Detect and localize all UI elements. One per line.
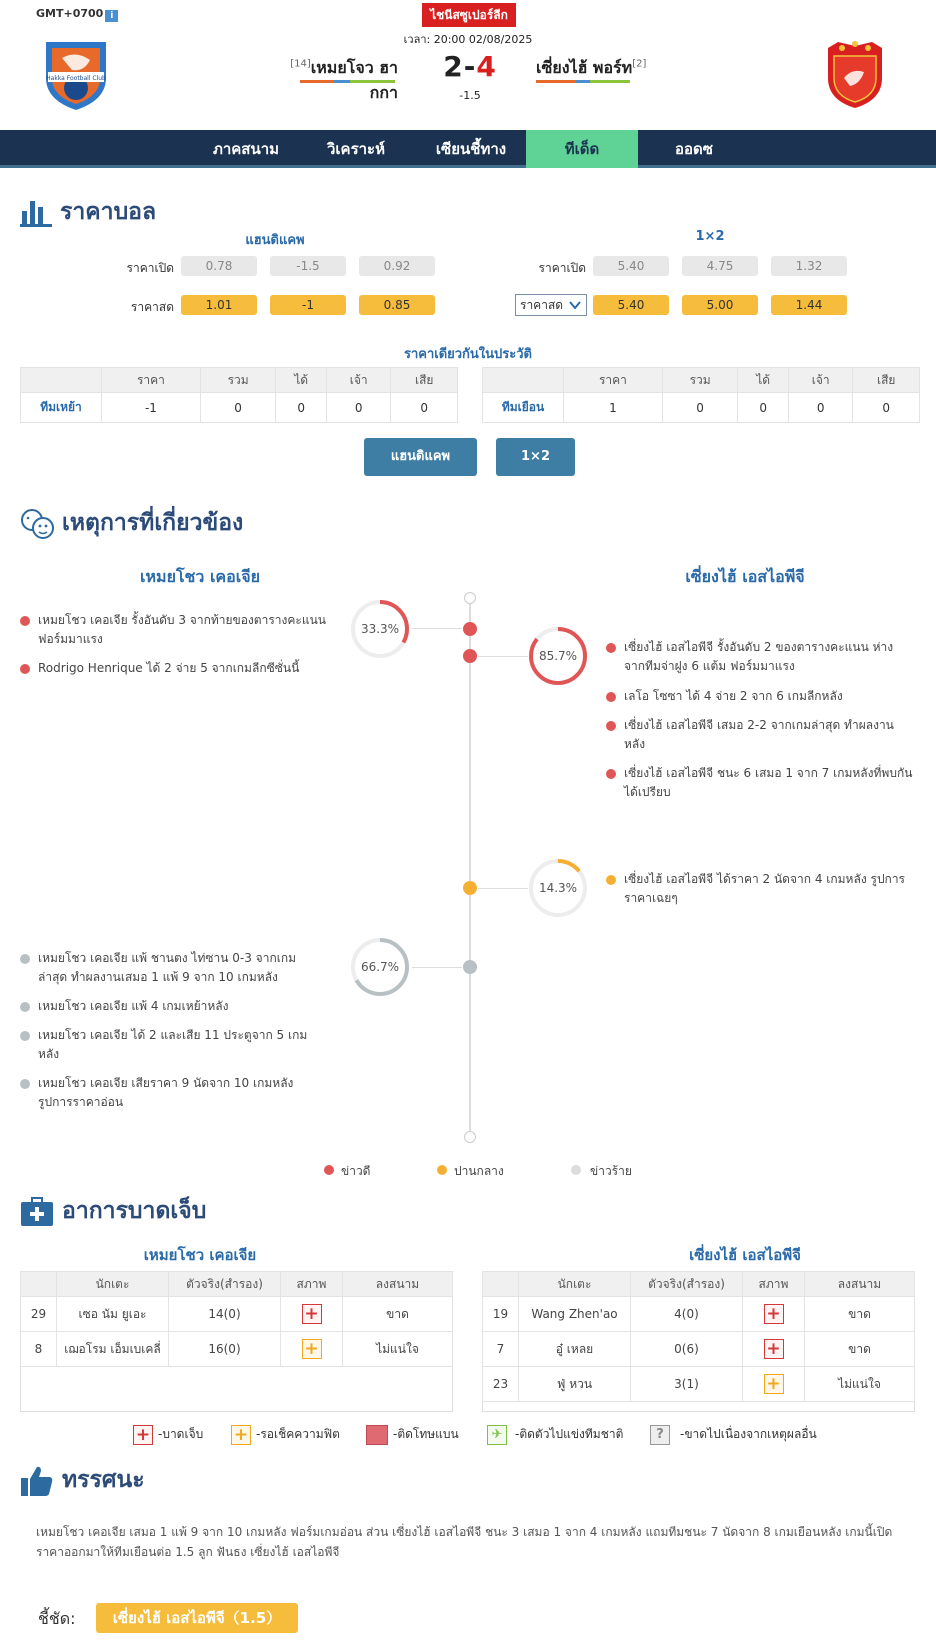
- legend-national-team: -ติดตัวไปแข่งทีมชาติ: [515, 1427, 624, 1441]
- tab-expert[interactable]: เซียนชี้ทาง: [435, 140, 507, 158]
- home-team-logo[interactable]: [40, 38, 112, 112]
- timeline-end: [464, 1131, 476, 1143]
- injury-home-team: เหมยโชว เคอเจีย: [143, 1246, 257, 1264]
- tab-tips[interactable]: ทีเด็ด: [526, 130, 638, 168]
- pct-ring-away-good: 85.7%: [528, 626, 588, 686]
- legend-neutral-dot: [437, 1165, 447, 1175]
- x12-open-home: 5.40: [593, 256, 669, 276]
- table-row: ทีมเหย้า -1 0 0 0 0: [21, 393, 458, 423]
- pick-label: ชี้ชัด:: [38, 1609, 76, 1628]
- table-row: 7 อู๋ เหลย 0(6) + ขาด: [483, 1332, 915, 1367]
- home-good-event-2: Rodrigo Henrique ได้ 2 จ่าย 5 จากเกมลีกซีซั่นนี้: [38, 661, 300, 675]
- injured-icon: +: [764, 1304, 784, 1324]
- home-bad-event-4: เหมยโชว เคอเจีย เสียราคา 9 นัดจาก 10 เกมหลัง รูปการราคาอ่อน: [38, 1076, 294, 1109]
- good-news-dot: [606, 721, 616, 731]
- hdp-open-home: 0.78: [181, 256, 257, 276]
- home-bar-3: [350, 80, 395, 83]
- legend-fitness-icon: +: [231, 1425, 251, 1445]
- question-icon: ?: [650, 1425, 670, 1445]
- info-icon[interactable]: i: [105, 10, 118, 22]
- table-row: 29 เซอ นัม ยูเอะ 14(0) + ขาด: [21, 1297, 453, 1332]
- legend-fitness: -รอเช็คความฟิต: [256, 1427, 340, 1441]
- connector: [478, 656, 528, 657]
- legend-bad: ข่าวร้าย: [590, 1164, 632, 1178]
- hdp-open-label: ราคาเปิด: [126, 261, 174, 275]
- events-section-title: เหตุการที่เกี่ยวข้อง: [20, 505, 243, 541]
- home-bad-event-1: เหมยโชว เคอเจีย แพ้ ชานตง ไท่ซาน 0-3 จากเกมล่าสุด ทำผลงานเสมอ 1 แพ้ 9 จาก 10 เกมหลัง: [38, 951, 296, 984]
- connector: [412, 967, 462, 968]
- home-good-event-1: เหมยโชว เคอเจีย รั้งอันดับ 3 จากท้ายของตารางคะแนน ฟอร์มมาแรง: [38, 613, 326, 646]
- away-bar-2: [576, 80, 590, 83]
- away-good-event-4: เซี่ยงไฮ้ เอสไอพีจี ชนะ 6 เสมอ 1 จาก 7 เกมหลังที่พบกัน ได้เปรียบ: [624, 766, 913, 799]
- x12-live-away: 1.44: [771, 295, 847, 315]
- pct-ring-home-good: 33.3%: [350, 599, 410, 659]
- bad-news-dot: [20, 1031, 30, 1041]
- timeline-dot-home-good: [463, 622, 477, 636]
- handicap-title: แฮนดิแคพ: [245, 233, 305, 248]
- timeline-dot-away-good: [463, 649, 477, 663]
- main-nav: [0, 130, 936, 168]
- odds-type-select[interactable]: ราคาสด: [515, 294, 587, 316]
- home-bad-event-2: เหมยโชว เคอเจีย แพ้ 4 เกมเหย้าหลัง: [38, 999, 229, 1013]
- away-good-event-1: เซี่ยงไฮ้ เอสไอพีจี รั้งอันดับ 2 ของตารางคะแนน ห่างจากทีมจ่าฝูง 6 แต้ม ฟอร์มมาแรง: [624, 640, 894, 673]
- timeline-dot-home-bad: [463, 960, 477, 974]
- away-good-event-2: เลโอ โซซา ได้ 4 จ่าย 2 จาก 6 เกมลีกหลัง: [624, 689, 843, 703]
- timeline-start: [464, 592, 476, 604]
- away-bar-3: [590, 80, 630, 83]
- hdp-open-away: 0.92: [359, 256, 435, 276]
- hdp-live-home: 1.01: [181, 295, 257, 315]
- away-injury-table: นักเตะ ตัวจริง(สำรอง) สภาพ ลงสนาม 19 Wang Zhen'ao 4(0) + ขาด 7 อู๋ เหลย 0(6) + ขาด 23 ฟู่ หวน 3(1) + ไม่แน่ใจ: [482, 1271, 915, 1402]
- pct-ring-home-bad: 66.7%: [350, 937, 410, 997]
- airplane-icon: ✈: [487, 1425, 507, 1445]
- good-news-dot: [606, 692, 616, 702]
- match-time: เวลา: 20:00 02/08/2025: [403, 33, 533, 46]
- legend-bad-dot: [571, 1165, 581, 1175]
- table-row: 8 เฌอโรม เอ็มเบเคลี่ 16(0) + ไม่แน่ใจ: [21, 1332, 453, 1367]
- legend-injured: -บาดเจ็บ: [158, 1427, 204, 1441]
- home-team-name[interactable]: [14]เหมยโจว ฮากกา: [290, 58, 398, 102]
- home-injury-table: นักเตะ ตัวจริง(สำรอง) สภาพ ลงสนาม 29 เซอ นัม ยูเอะ 14(0) + ขาด 8 เฌอโรม เอ็มเบเคลี่ 16(0) + ไม่แน่ใจ: [20, 1271, 453, 1367]
- bad-news-dot: [20, 1002, 30, 1012]
- league-badge[interactable]: ไชนีสซูเปอร์ลีก: [422, 3, 516, 27]
- score: 2-4: [443, 50, 497, 83]
- tab-field[interactable]: ภาคสนาม: [212, 140, 280, 158]
- timezone[interactable]: GMT+0700 i: [36, 7, 118, 22]
- home-bar-2: [334, 80, 350, 83]
- events-away-team: เซี่ยงไฮ้ เอสไอพีจี: [685, 567, 805, 586]
- away-history-table: ราคา รวม ได้ เจ้า เสีย ทีมเยือน 1 0 0 0 0: [482, 367, 920, 423]
- pick-badge: เซี่ยงไฮ้ เอสไอพีจี（1.5）: [96, 1603, 298, 1633]
- timeline-dot-away-neutral: [463, 881, 477, 895]
- connector: [412, 628, 462, 629]
- x12-open-draw: 4.75: [682, 256, 758, 276]
- fitness-check-icon: +: [302, 1339, 322, 1359]
- medical-kit-icon: [20, 1197, 54, 1227]
- neutral-news-dot: [606, 875, 616, 885]
- timeline-line: [469, 604, 471, 1136]
- tab-analysis[interactable]: วิเคราะห์: [326, 140, 385, 158]
- good-news-dot: [20, 664, 30, 674]
- good-news-dot: [606, 769, 616, 779]
- handicap-line: -1.5: [459, 89, 481, 102]
- chevron-down-icon: [568, 298, 582, 312]
- hdp-live-label: ราคาสด: [130, 300, 174, 314]
- good-news-dot: [606, 643, 616, 653]
- hdp-live-away: 0.85: [359, 295, 435, 315]
- x12-open-label: ราคาเปิด: [538, 261, 586, 275]
- odds-section-title: ราคาบอล: [20, 194, 156, 230]
- table-row: 19 Wang Zhen'ao 4(0) + ขาด: [483, 1297, 915, 1332]
- bad-news-dot: [20, 1079, 30, 1089]
- injured-icon: +: [764, 1339, 784, 1359]
- away-team-name[interactable]: เซี่ยงไฮ้ พอร์ท[2]: [536, 58, 647, 77]
- faces-icon: [20, 508, 54, 540]
- connector: [478, 888, 528, 889]
- thumbs-up-icon: [20, 1465, 54, 1497]
- injury-section-title: อาการบาดเจ็บ: [20, 1193, 206, 1229]
- events-home-team: เหมยโชว เคอเจีย: [140, 567, 260, 586]
- hdp-live-line: -1: [270, 295, 346, 315]
- home-history-table: ราคา รวม ได้ เจ้า เสีย ทีมเหย้า -1 0 0 0 0: [20, 367, 458, 423]
- x12-button[interactable]: 1×2: [496, 438, 575, 476]
- pct-ring-away-neutral: 14.3%: [528, 858, 588, 918]
- good-news-dot: [20, 616, 30, 626]
- legend-good: ข่าวดี: [341, 1164, 371, 1178]
- x12-open-away: 1.32: [771, 256, 847, 276]
- away-neutral-event-1: เซี่ยงไฮ้ เอสไอพีจี ได้ราคา 2 นัดจาก 4 เกมหลัง รูปการราคาเฉยๆ: [624, 872, 906, 905]
- tab-odds[interactable]: ออดซ: [675, 140, 713, 158]
- injury-away-team: เซี่ยงไฮ้ เอสไอพีจี: [689, 1246, 801, 1264]
- legend-injured-icon: +: [133, 1425, 153, 1445]
- legend-neutral: ปานกลาง: [454, 1164, 504, 1178]
- injured-icon: +: [302, 1304, 322, 1324]
- bad-news-dot: [20, 954, 30, 964]
- legend-good-dot: [324, 1165, 334, 1175]
- x12-title: 1×2: [695, 229, 725, 244]
- match-header: [0, 0, 936, 130]
- away-team-logo[interactable]: [822, 38, 888, 110]
- hdp-open-line: -1.5: [270, 256, 346, 276]
- away-bar-1: [536, 80, 576, 83]
- home-bad-event-3: เหมยโชว เคอเจีย ได้ 2 และเสีย 11 ประตูจาก 5 เกมหลัง: [38, 1028, 308, 1061]
- fitness-check-icon: +: [764, 1374, 784, 1394]
- history-title: ราคาเดียวกันในประวัติ: [403, 347, 533, 362]
- opinion-text: เหมยโชว เคอเจีย เสมอ 1 แพ้ 9 จาก 10 เกมหลัง ฟอร์มเกมอ่อน ส่วน เซี่ยงไฮ้ เอสไอพีจี ชนะ 3 เสมอ 1 จาก 4 เกมหลัง แถมทีมชนะ 7 นัดจาก 8 เกมเยือนหลัง เกมนี้เปิดราคาออกมาให้ทีมเยือนต่อ 1.5 ลูก ฟันธง เซี่ยงไฮ้ เอสไอพีจี: [36, 1525, 893, 1559]
- svg-text:Hakka Football Club: Hakka Football Club: [46, 75, 106, 82]
- legend-other-reason: -ขาดไปเนื่องจากเหตุผลอื่น: [680, 1427, 817, 1441]
- x12-live-home: 5.40: [593, 295, 669, 315]
- table-row: 23 ฟู่ หวน 3(1) + ไม่แน่ใจ: [483, 1367, 915, 1402]
- suspended-icon: [366, 1425, 388, 1445]
- legend-suspended: -ติดโทษแบน: [393, 1427, 459, 1441]
- bar-chart-icon: [20, 199, 52, 227]
- home-bar-1: [300, 80, 334, 83]
- handicap-button[interactable]: แฮนดิแคพ: [364, 438, 477, 476]
- away-good-event-3: เซี่ยงไฮ้ เอสไอพีจี เสมอ 2-2 จากเกมล่าสุด ทำผลงานหลัง: [624, 718, 894, 751]
- table-row: ทีมเยือน 1 0 0 0 0: [483, 393, 920, 423]
- x12-live-draw: 5.00: [682, 295, 758, 315]
- opinion-section-title: ทรรศนะ: [20, 1462, 145, 1498]
